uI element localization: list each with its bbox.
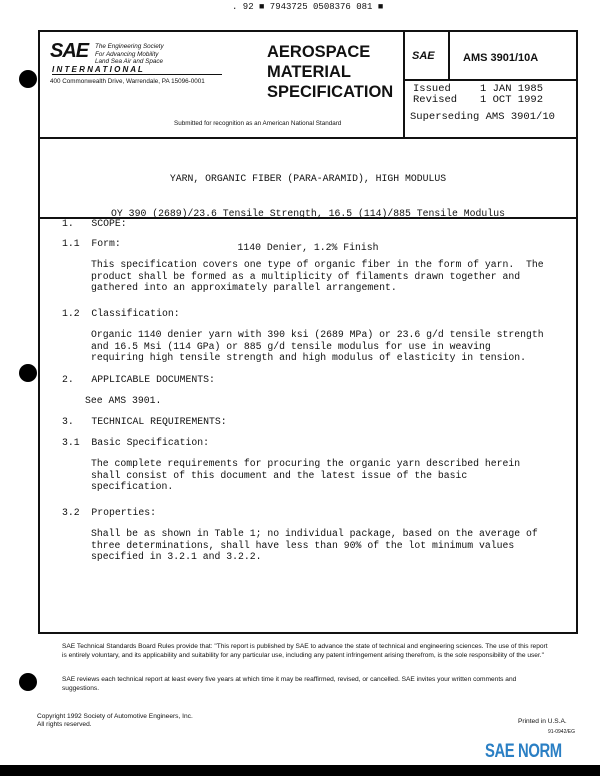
- superseding: Superseding AMS 3901/10: [410, 111, 555, 123]
- form-code: 91-0942/EG: [548, 729, 575, 735]
- document-title: YARN, ORGANIC FIBER (PARA-ARAMID), HIGH MODULUS OY 390 (2689)/23.6 Tensile Strength, 16.5 (114)/885 Tensile Modulus 1140 Denier, 1.2% Finish: [111, 173, 505, 253]
- paragraph: This specification covers one type of organic fiber in the form of yarn. The product shall be formed as a multiplicity of filaments drawn together and gathered into an approximately parallel arrangement.: [91, 259, 544, 293]
- punch-hole: [19, 364, 37, 382]
- divider: [403, 30, 405, 137]
- international: I N T E R N A T I O N A L: [52, 65, 222, 75]
- scan-edge: [0, 765, 600, 776]
- section-heading: 3. TECHNICAL REQUIREMENTS:: [62, 416, 227, 427]
- review-note: SAE reviews each technical report at least every five years at which time it may be reaffirmed, revised, or cancelled. SAE invites your written comments and suggestions.: [62, 676, 517, 692]
- section-heading: 2. APPLICABLE DOCUMENTS:: [62, 374, 215, 385]
- board-rules: SAE Technical Standards Board Rules provide that: "This report is published by SAE to advance the state of technical and engineering sciences. The use of this report is entirely voluntary, and its applicability and suitability for any particular use, including any patent infringement arising therefrom, is the sole responsibility of the user.": [62, 643, 548, 659]
- tagline: The Engineering Society For Advancing Mobility Land Sea Air and Space: [95, 43, 164, 65]
- scan-code: . 92 ■ 7943725 0508376 081 ■: [232, 2, 384, 12]
- section-heading: 1.2 Classification:: [62, 308, 180, 319]
- issued-date: 1 JAN 1985: [480, 83, 544, 95]
- paragraph: Shall be as shown in Table 1; no individual package, based on the average of three determinations, shall have less than 90% of the lot minimum values specified in 3.2.1 and 3.2.2.: [91, 528, 538, 562]
- issued-label: Issued: [413, 83, 451, 95]
- watermark: SAE NORM: [485, 741, 562, 762]
- divider: [403, 79, 578, 81]
- divider: [38, 137, 578, 139]
- doc-type: AEROSPACE MATERIAL SPECIFICATION: [267, 43, 394, 101]
- paragraph: See AMS 3901.: [85, 395, 162, 406]
- section-heading: 1. SCOPE:: [62, 218, 127, 229]
- section-heading: 3.1 Basic Specification:: [62, 437, 209, 448]
- doc-number: AMS 3901/10A: [463, 52, 539, 64]
- address: 400 Commonwealth Drive, Warrendale, PA 15096-0001: [50, 78, 205, 85]
- revised-label: Revised: [413, 94, 458, 106]
- submitted-note: Submitted for recognition as an American National Standard: [174, 120, 342, 127]
- printed-in: Printed in U.S.A.: [518, 718, 567, 725]
- section-heading: 1.1 Form:: [62, 238, 121, 249]
- paragraph: The complete requirements for procuring the organic yarn described herein shall consist of this document and the latest issue of the basic specification.: [91, 458, 521, 492]
- paragraph: Organic 1140 denier yarn with 390 ksi (2689 MPa) or 23.6 g/d tensile strength and 16.5 Msi (114 GPa) or 885 g/d tensile modulus for use in weaving requiring high tensile strength and high modulus of elasticity in tension.: [91, 329, 544, 363]
- copyright: Copyright 1992 Society of Automotive Engineers, Inc. All rights reserved.: [37, 713, 193, 728]
- punch-hole: [19, 70, 37, 88]
- sae-logo: SAE: [50, 40, 89, 62]
- revised-date: 1 OCT 1992: [480, 94, 544, 106]
- punch-hole: [19, 673, 37, 691]
- divider: [448, 30, 450, 80]
- section-heading: 3.2 Properties:: [62, 507, 157, 518]
- sae-small-logo: SAE: [412, 50, 435, 62]
